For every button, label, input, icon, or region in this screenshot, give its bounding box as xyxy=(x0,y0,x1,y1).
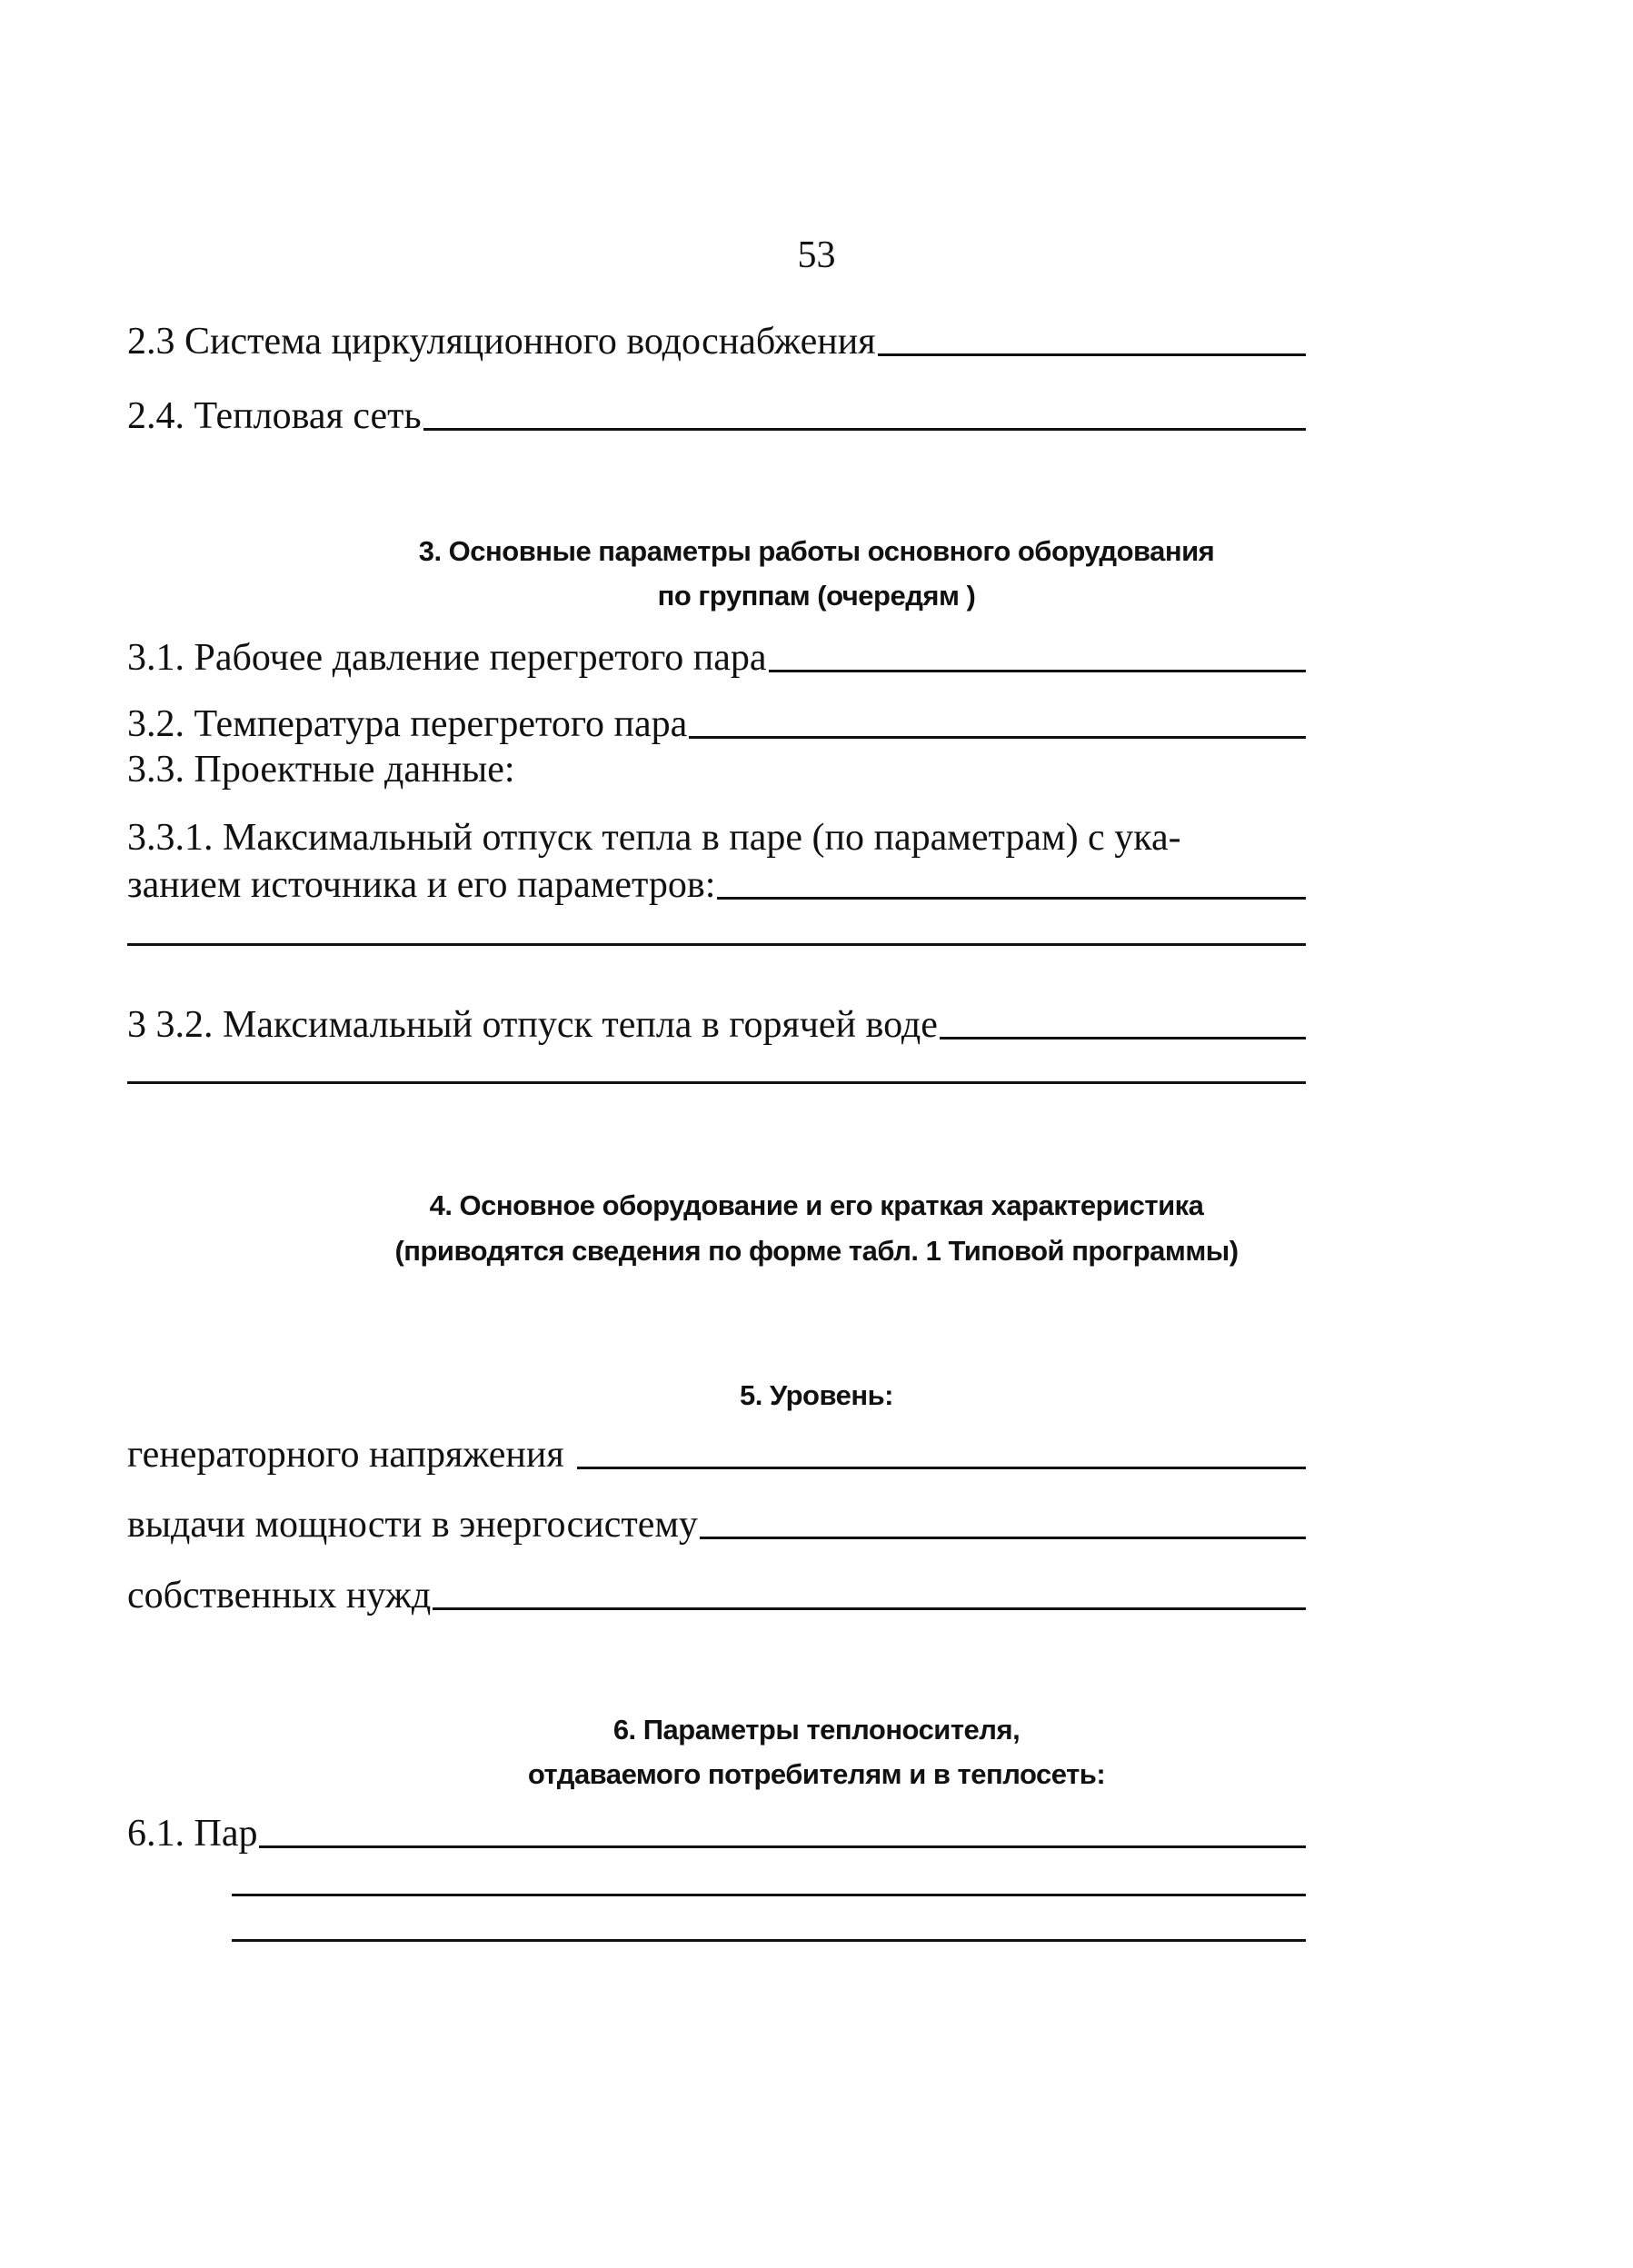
item-3-3-1-extra-blank[interactable] xyxy=(127,943,1306,946)
item-6-1-extra-blank-2[interactable] xyxy=(232,1939,1306,1942)
own-needs-label: собственных нужд xyxy=(127,1575,432,1616)
section-4-heading-line2: (приводятся сведения по форме табл. 1 Типовой программы) xyxy=(394,1235,1239,1267)
generator-voltage-blank[interactable] xyxy=(577,1466,1306,1469)
generator-voltage-row xyxy=(127,1433,1306,1477)
own-needs-row xyxy=(127,1574,1306,1617)
item-6-1-label: 6.1. Пар xyxy=(127,1813,258,1855)
item-3-3-1-line1: 3.3.1. Максимальный отпуск тепла в паре (по параметрам) с ука- xyxy=(127,817,1181,859)
item-2-4-row xyxy=(127,394,1306,438)
section-6-heading-line1: 6. Параметры теплоносителя, xyxy=(612,1714,1021,1746)
item-3-3-2-label: 3 3.2. Максимальный отпуск тепла в горячей воде xyxy=(127,1004,938,1046)
item-3-1-label: 3.1. Рабочее давление перегретого пара xyxy=(127,637,767,679)
item-3-3-1-line2: занием источника и его параметров: xyxy=(127,864,716,906)
section-3-heading-line1: 3. Основные параметры работы основного оборудования xyxy=(418,535,1215,567)
item-3-3-2-extra-blank[interactable] xyxy=(127,1081,1306,1084)
power-output-blank[interactable] xyxy=(700,1536,1306,1539)
item-3-3-2-blank[interactable] xyxy=(940,1036,1306,1040)
power-output-row xyxy=(127,1503,1306,1547)
item-2-4-label: 2.4. Тепловая сеть xyxy=(127,395,422,437)
item-3-3-1-row xyxy=(127,863,1306,907)
item-6-1-blank[interactable] xyxy=(259,1845,1306,1848)
item-3-2-row xyxy=(127,702,1306,746)
item-3-1-row xyxy=(127,636,1306,680)
section-3-heading-line2: по группам (очередям ) xyxy=(657,580,976,612)
item-2-3-label: 2.3 Система циркуляционного водоснабжения xyxy=(127,321,876,363)
item-3-3-1-blank[interactable] xyxy=(717,896,1306,900)
item-3-3-2-row xyxy=(127,1003,1306,1047)
item-3-2-blank[interactable] xyxy=(689,735,1306,739)
item-2-3-row xyxy=(127,320,1306,363)
item-2-3-blank[interactable] xyxy=(878,353,1306,356)
power-output-label: выдачи мощности в энергосистему xyxy=(127,1504,698,1546)
item-6-1-row xyxy=(127,1812,1306,1855)
page-number: 53 xyxy=(797,234,836,276)
item-3-1-blank[interactable] xyxy=(769,669,1306,672)
item-6-1-extra-blank-1[interactable] xyxy=(232,1894,1306,1896)
generator-voltage-label: генераторного напряжения xyxy=(127,1434,564,1476)
item-2-4-blank[interactable] xyxy=(423,427,1306,431)
section-6-heading-line2: отдаваемого потребителям и в теплосеть: xyxy=(527,1758,1106,1790)
item-3-2-label: 3.2. Температура перегретого пара xyxy=(127,703,688,745)
section-4-heading-line1: 4. Основное оборудование и его краткая характеристика xyxy=(429,1189,1204,1221)
own-needs-blank[interactable] xyxy=(433,1606,1306,1610)
section-5-heading: 5. Уровень: xyxy=(740,1379,893,1411)
item-3-3-label: 3.3. Проектные данные: xyxy=(127,749,515,791)
